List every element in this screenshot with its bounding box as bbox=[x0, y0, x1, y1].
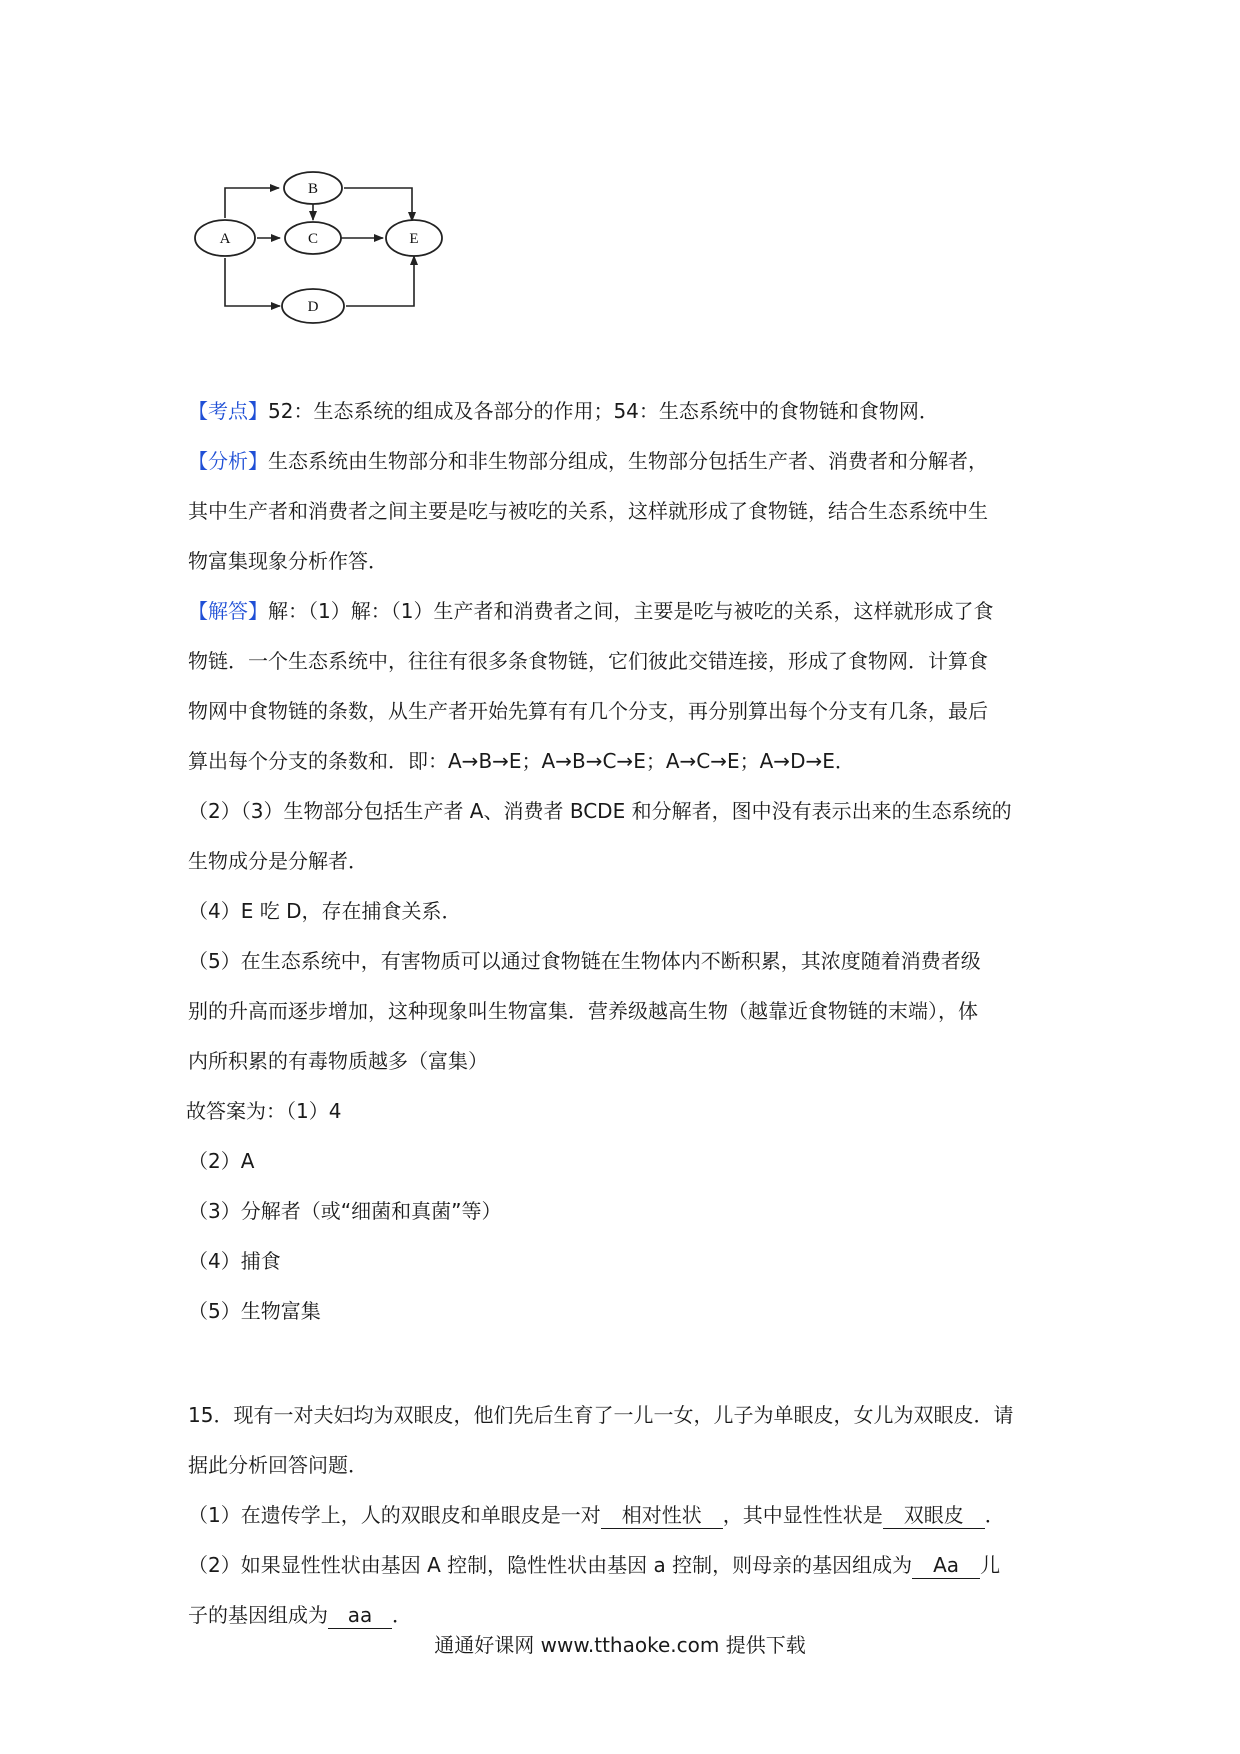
jieda-p23-line-2: 生物成分是分解者． bbox=[188, 849, 368, 873]
node-c-label: C bbox=[307, 231, 319, 247]
q15-blank-son-genotype: aa bbox=[328, 1602, 392, 1629]
node-a-label: A bbox=[219, 231, 231, 247]
jieda-p5-line-3: 内所积累的有毒物质越多（富集） bbox=[188, 1049, 488, 1073]
answer-1: 故答案为：（1）4 bbox=[186, 1099, 342, 1123]
fenxi-line-1 bbox=[188, 436, 1060, 486]
jieda-line-1 bbox=[188, 586, 1060, 636]
jieda-line-4: 算出每个分支的条数和．即：A→B→E；A→B→C→E；A→C→E；A→D→E． bbox=[188, 749, 855, 773]
node-b-label: B bbox=[307, 181, 319, 197]
answer-3: （3）分解者（或“细菌和真菌”等） bbox=[188, 1199, 502, 1223]
q15-sub-2 bbox=[188, 1540, 1060, 1590]
fenxi-line-3: 物富集现象分析作答． bbox=[188, 549, 388, 573]
kaodian-text: 52：生态系统的组成及各部分的作用；54：生态系统中的食物链和食物网． bbox=[268, 399, 939, 423]
q15-blank-mother-genotype: Aa bbox=[912, 1552, 980, 1579]
q15-sub-1 bbox=[188, 1490, 1060, 1540]
q15-sub2-prefix: （2）如果显性性状由基因 A 控制，隐性性状由基因 a 控制，则母亲的基因组成为 bbox=[188, 1553, 913, 1577]
answer-2: （2）A bbox=[188, 1149, 255, 1173]
jieda-p5-line-1: （5）在生态系统中，有害物质可以通过食物链在生物体内不断积累，其浓度随着消费者级 bbox=[188, 949, 981, 973]
fenxi-text-1: 生态系统由生物部分和非生物部分组成，生物部分包括生产者、消费者和分解者， bbox=[268, 449, 988, 473]
q15-sub1-prefix: （1）在遗传学上，人的双眼皮和单眼皮是一对 bbox=[188, 1503, 601, 1527]
document-body bbox=[188, 386, 1060, 1640]
q15-sub1-end: ． bbox=[984, 1503, 1005, 1527]
q15-sub3-prefix: 子的基因组成为 bbox=[188, 1603, 328, 1627]
page-footer: 通通好课网 www.tthaoke.com 提供下载 bbox=[434, 1633, 806, 1657]
jieda-p23-line-1: （2）（3）生物部分包括生产者 A、消费者 BCDE 和分解者，图中没有表示出来的生态系统的 bbox=[188, 799, 1012, 823]
answer-4: （4）捕食 bbox=[188, 1249, 281, 1273]
kaodian-tag: 【考点】 bbox=[188, 399, 268, 423]
fenxi-line-2: 其中生产者和消费者之间主要是吃与被吃的关系，这样就形成了食物链，结合生态系统中生 bbox=[188, 499, 988, 523]
jieda-tag: 【解答】 bbox=[188, 599, 268, 623]
food-web-diagram bbox=[190, 160, 500, 360]
q15-sub3-end: ． bbox=[392, 1603, 412, 1627]
q15-blank-trait-pair: 相对性状 bbox=[601, 1502, 723, 1529]
q15-sub2-end: 儿 bbox=[980, 1553, 1001, 1577]
jieda-p4: （4）E 吃 D，存在捕食关系． bbox=[188, 899, 462, 923]
q15-line-1: 15．现有一对夫妇均为双眼皮，他们先后生育了一儿一女，儿子为单眼皮，女儿为双眼皮．请 bbox=[188, 1403, 1014, 1427]
spacer bbox=[188, 1336, 1060, 1390]
fenxi-tag: 【分析】 bbox=[188, 449, 268, 473]
q15-line-2: 据此分析回答问题． bbox=[188, 1453, 368, 1477]
jieda-p5-line-2: 别的升高而逐步增加，这种现象叫生物富集．营养级越高生物（越靠近食物链的末端），体 bbox=[188, 999, 978, 1023]
q15-sub1-middle: ，其中显性性状是 bbox=[722, 1503, 883, 1527]
kaodian-line bbox=[188, 386, 1060, 436]
jieda-line-3: 物网中食物链的条数，从生产者开始先算有有几个分支，再分别算出每个分支有几条，最后 bbox=[188, 699, 988, 723]
jieda-text-1: 解：（1）解：（1）生产者和消费者之间，主要是吃与被吃的关系，这样就形成了食 bbox=[268, 599, 994, 623]
answer-5: （5）生物富集 bbox=[188, 1299, 321, 1323]
node-e-label: E bbox=[409, 231, 419, 247]
node-d-label: D bbox=[307, 299, 319, 315]
jieda-line-2: 物链．一个生态系统中，往往有很多条食物链，它们彼此交错连接，形成了食物网．计算食 bbox=[188, 649, 988, 673]
q15-blank-dominant-trait: 双眼皮 bbox=[883, 1502, 985, 1529]
